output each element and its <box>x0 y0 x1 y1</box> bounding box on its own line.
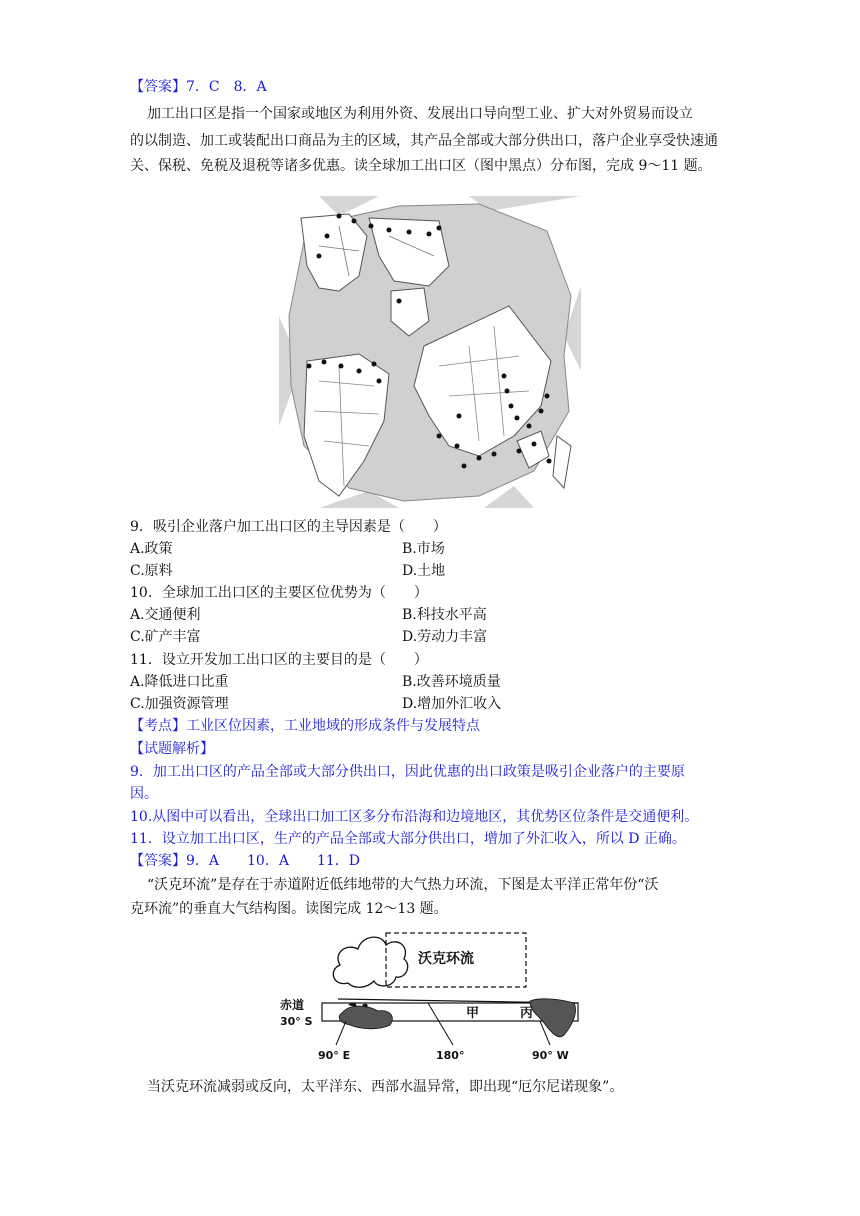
equator-label: 赤道 <box>280 998 305 1012</box>
answer-text: 9．A 10．A 11．D <box>186 853 360 869</box>
q11-option-b: B.改善环境质量 <box>402 674 501 690</box>
answer-next <box>130 851 360 871</box>
q9-option-b: B.市场 <box>402 541 445 557</box>
intro-line-2: 的以制造、加工或装配出口商品为主的区域，其产品全部或大部分供出口，落户企业享受快速通 <box>130 133 718 149</box>
map-svg <box>279 196 581 508</box>
q10-option-c: C.矿产丰富 <box>130 629 201 645</box>
closing-line: 当沃克环流减弱或反向，太平洋东、西部水温异常，即出现“厄尔尼诺现象”。 <box>147 1079 624 1095</box>
answer-prev <box>130 77 267 97</box>
kaodian <box>130 716 480 736</box>
kaodian-text: 工业区位因素，工业地域的形成条件与发展特点 <box>186 718 480 734</box>
export-zone-map <box>279 196 581 508</box>
q10-option-row-2 <box>130 627 488 647</box>
lon-90e-label: 90° E <box>318 1049 351 1062</box>
q9-option-row-2 <box>130 561 446 581</box>
walker-line-2: 克环流”的垂直大气结构图。读图完成 12～13 题。 <box>130 901 448 917</box>
q10-stem: 10．全球加工出口区的主要区位优势为（ ） <box>130 585 428 601</box>
q10-option-a: A.交通便利 <box>130 607 201 623</box>
q11-option-a: A.降低进口比重 <box>130 674 229 690</box>
jiexi-10: 10.从图中可以看出，全球出口加工区多分布沿海和边境地区，其优势区位条件是交通便利。 <box>130 809 699 825</box>
q10-option-b: B.科技水平高 <box>402 607 487 623</box>
q11-stem: 11．设立开发加工出口区的主要目的是（ ） <box>130 652 428 668</box>
lon-90w-label: 90° W <box>532 1049 569 1062</box>
q9-option-c: C.原料 <box>130 563 173 579</box>
q10-option-d: D.劳动力丰富 <box>402 629 488 645</box>
q11-option-d: D.增加外汇收入 <box>402 696 502 712</box>
q10-option-row-1 <box>130 605 487 625</box>
walker-diagram <box>278 925 580 1065</box>
q9-option-a: A.政策 <box>130 541 173 557</box>
jiexi-heading: 【试题解析】 <box>130 741 214 757</box>
walker-svg <box>278 925 580 1065</box>
intro-line-1: 加工出口区是指一个国家或地区为利用外资、发展出口导向型工业、扩大对外贸易而设立 <box>147 106 693 122</box>
answer-bracket: 【答案】 <box>130 853 186 869</box>
walker-line-1: “沃克环流”是存在于赤道附近低纬地带的大气热力环流，下图是太平洋正常年份“沃 <box>147 877 659 893</box>
q9-option-d: D.土地 <box>402 563 446 579</box>
jiexi-9-line-2: 因。 <box>130 786 158 802</box>
walker-box-label: 沃克环流 <box>418 951 474 967</box>
q11-option-row-1 <box>130 672 501 692</box>
answer-text: 7．C 8．A <box>186 79 267 95</box>
q11-option-row-2 <box>130 694 502 714</box>
q9-stem: 9．吸引企业落户加工出口区的主导因素是（ ） <box>130 519 447 535</box>
q9-option-row-1 <box>130 539 445 559</box>
jiexi-11: 11．设立加工出口区，生产的产品全部或大部分供出口，增加了外汇收入，所以 D 正确。 <box>130 831 686 847</box>
q11-option-c: C.加强资源管理 <box>130 696 229 712</box>
latitude-label: 30° S <box>280 1015 313 1028</box>
jia-label: 甲 <box>466 1006 480 1021</box>
jiexi-9-line-1: 9．加工出口区的产品全部或大部分供出口，因此优惠的出口政策是吸引企业落户的主要原 <box>130 764 685 780</box>
lon-180-label: 180° <box>436 1049 465 1062</box>
answer-bracket: 【答案】 <box>130 79 186 95</box>
bing-label: 丙 <box>520 1006 534 1021</box>
intro-line-3: 关、保税、免税及退税等诸多优惠。读全球加工出口区（图中黑点）分布图，完成 9～11 题。 <box>130 158 712 174</box>
kaodian-bracket: 【考点】 <box>130 718 186 734</box>
